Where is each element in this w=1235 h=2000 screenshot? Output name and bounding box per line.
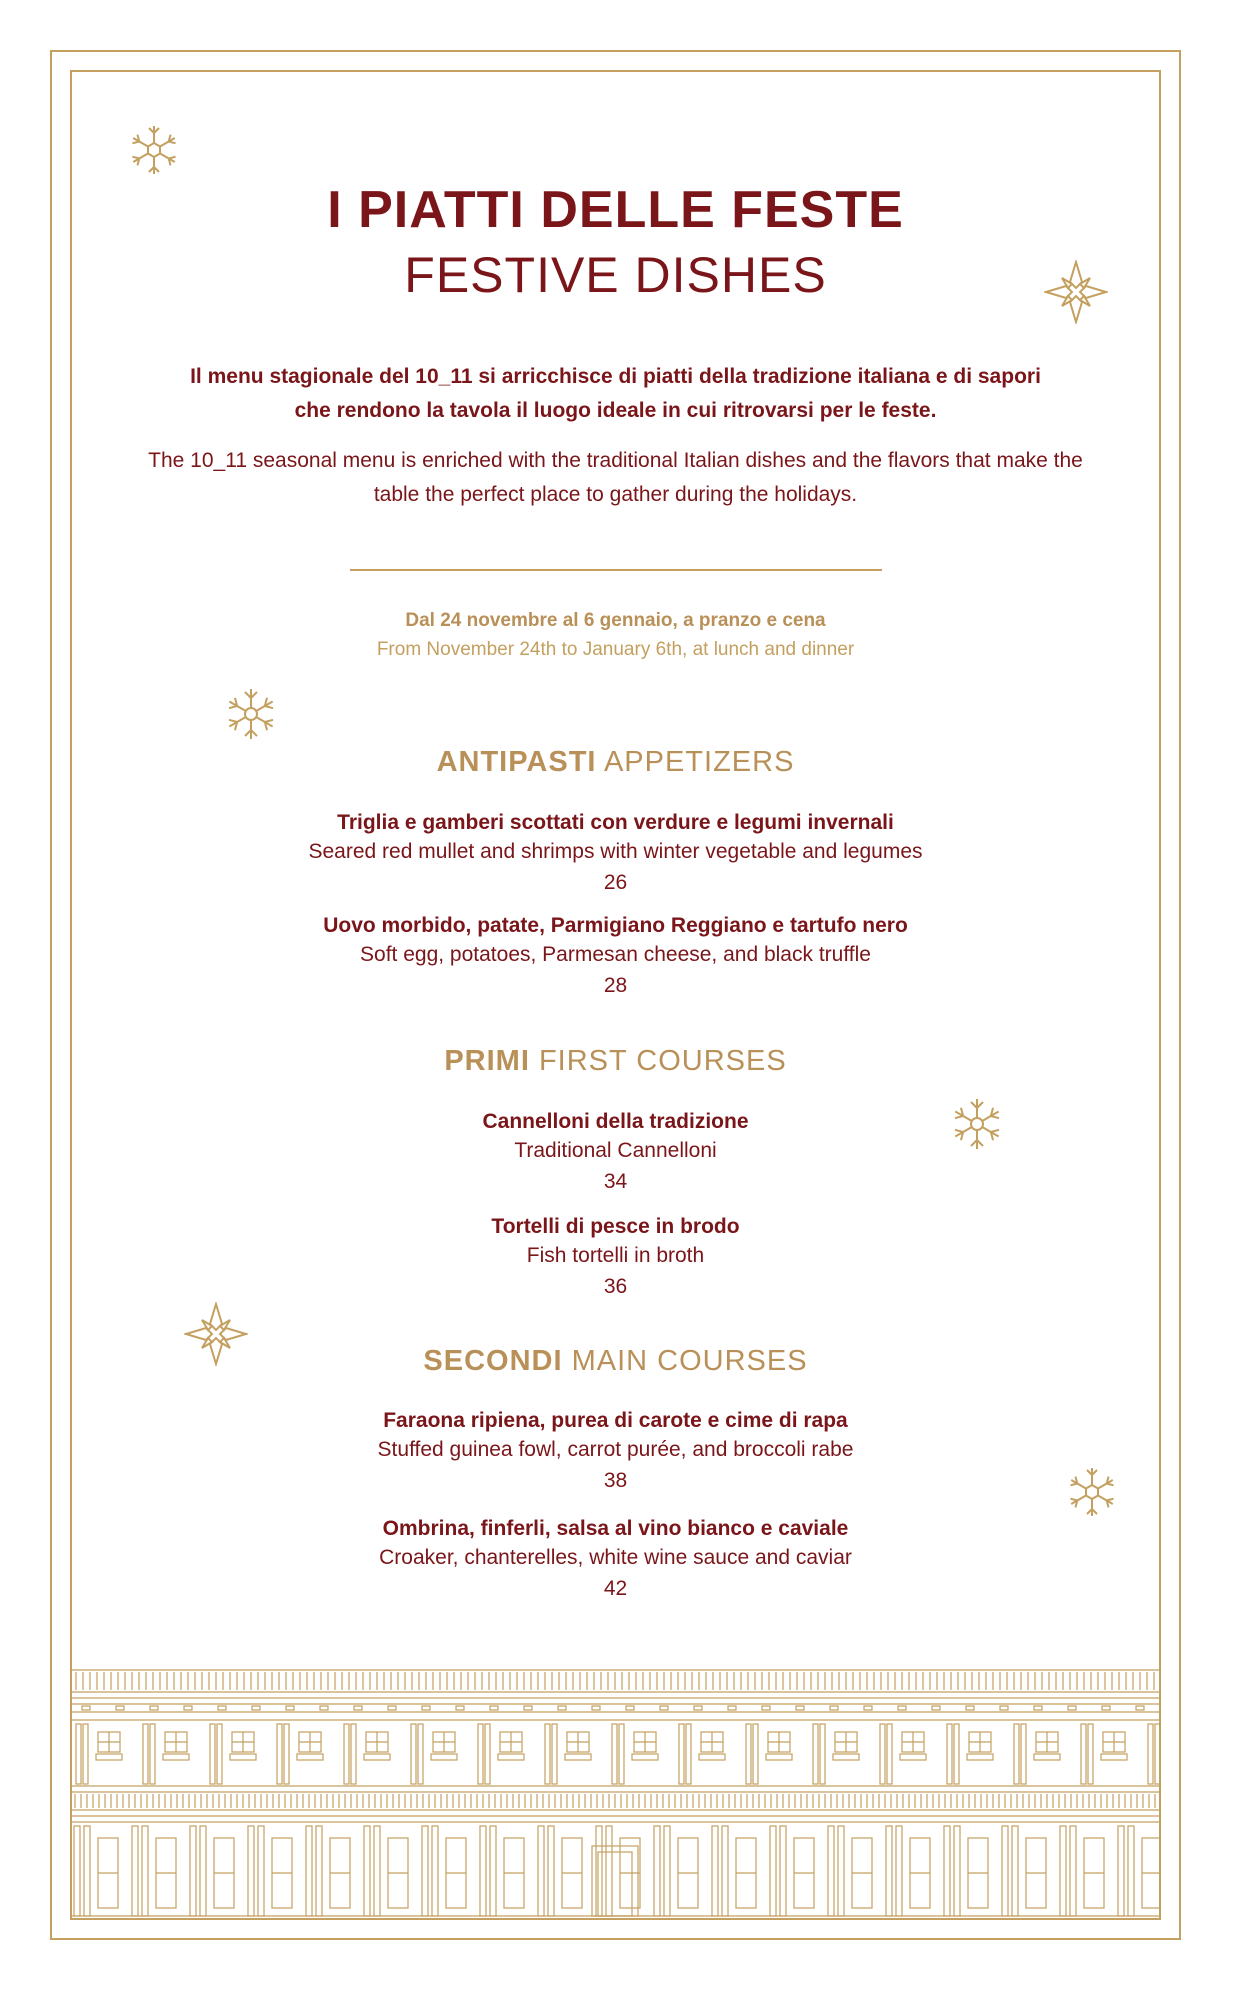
dish-name-en: Croaker, chanterelles, white wine sauce and caviar xyxy=(379,1546,852,1569)
snowflake-icon xyxy=(128,124,180,176)
dish-name-en: Stuffed guinea fowl, carrot purée, and broccoli rabe xyxy=(377,1438,854,1461)
section-title-secondi: SECONDI MAIN COURSES xyxy=(423,1345,808,1377)
dish-price: 34 xyxy=(603,1170,628,1193)
intro-english: The 10_11 seasonal menu is enriched with the traditional Italian dishes and the flavors that make the table the perfect place to gather during the holidays. xyxy=(148,449,1083,506)
divider xyxy=(350,569,882,571)
intro-italian: Il menu stagionale del 10_11 si arricchisce di piatti della tradizione italiana e di sapori che rendono la tavola il luogo ideale in cui ritrovarsi per le feste. xyxy=(190,365,1041,422)
dish-name-it: Cannelloni della tradizione xyxy=(482,1110,749,1133)
dish-name-it: Faraona ripiena, purea di carote e cime di rapa xyxy=(383,1409,848,1432)
dish-name-it: Tortelli di pesce in brodo xyxy=(491,1215,740,1238)
dish-item xyxy=(70,808,1161,899)
dish-price: 42 xyxy=(603,1577,628,1600)
dish-item xyxy=(70,1212,1161,1303)
dish-price: 36 xyxy=(603,1275,628,1298)
dates-italian: Dal 24 novembre al 6 gennaio, a pranzo e cena xyxy=(405,610,826,631)
dish-item xyxy=(70,911,1161,1002)
snowflake-icon xyxy=(223,686,279,742)
dish-name-it: Triglia e gamberi scottati con verdure e legumi invernali xyxy=(337,811,894,834)
dish-item xyxy=(70,1107,1161,1198)
page-title: I PIATTI DELLE FESTE xyxy=(327,181,904,239)
dish-name-en: Seared red mullet and shrimps with winter vegetable and legumes xyxy=(308,840,923,863)
dish-name-en: Soft egg, potatoes, Parmesan cheese, and black truffle xyxy=(360,943,871,966)
dish-price: 28 xyxy=(603,974,628,997)
dish-item xyxy=(70,1406,1161,1497)
dish-name-en: Traditional Cannelloni xyxy=(514,1139,717,1162)
section-title-primi: PRIMI FIRST COURSES xyxy=(444,1045,787,1077)
section-title-antipasti: ANTIPASTI APPETIZERS xyxy=(436,746,795,778)
dish-price: 26 xyxy=(603,871,628,894)
dish-name-it: Uovo morbido, patate, Parmigiano Reggiano e tartufo nero xyxy=(323,914,908,937)
dish-price: 38 xyxy=(603,1469,628,1492)
dish-name-it: Ombrina, finferli, salsa al vino bianco e caviale xyxy=(382,1517,849,1540)
dish-item xyxy=(70,1514,1161,1605)
dish-name-en: Fish tortelli in broth xyxy=(526,1244,705,1267)
building-facade-illustration xyxy=(72,1668,1159,1918)
dates-english: From November 24th to January 6th, at lunch and dinner xyxy=(376,639,855,660)
page-subtitle: FESTIVE DISHES xyxy=(404,247,827,303)
